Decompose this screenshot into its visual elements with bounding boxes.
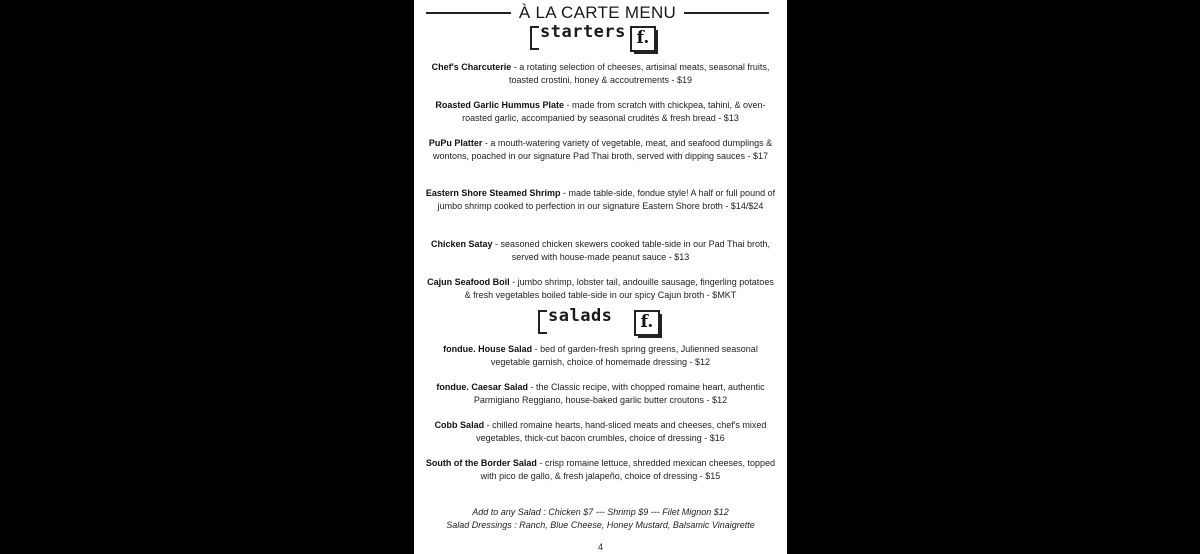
menu-item [424, 137, 777, 162]
menu-item [424, 381, 777, 406]
heading-bracket [530, 26, 539, 50]
menu-title: À LA CARTE MENU [518, 3, 677, 22]
item-name: fondue. House Salad [443, 344, 533, 354]
heading-bracket [538, 310, 547, 334]
salads-heading-text: salads [548, 306, 613, 326]
menu-page [414, 0, 787, 554]
salads-heading [538, 306, 678, 338]
item-name: fondue. Caesar Salad [436, 382, 528, 392]
item-description: - chilled romaine hearts, hand-sliced meats and cheeses, chef's mixed vegetables, thick-cut bacon crumbles, choice of dressing - $16 [476, 420, 767, 443]
item-name: Roasted Garlic Hummus Plate [435, 100, 564, 110]
title-rule-right [684, 12, 769, 14]
menu-item [424, 276, 777, 301]
menu-item [424, 343, 777, 368]
menu-item [424, 457, 777, 482]
item-name: South of the Border Salad [425, 458, 537, 468]
menu-item [424, 99, 777, 124]
item-description: - a rotating selection of cheeses, artisinal meats, seasonal fruits, toasted crostini, honey & accoutrements - $19 [508, 62, 770, 85]
item-description: - jumbo shrimp, lobster tail, andouille sausage, fingerling potatoes & fresh vegetables boiled table-side in our spicy Cajun broth - $MKT [464, 277, 774, 300]
item-description: - a mouth-watering variety of vegetable, meat, and seafood dumplings & wontons, poached in our signature Pad Thai broth, served with dipping sauces - $17 [432, 138, 773, 161]
item-description: - crisp romaine lettuce, shredded mexican cheeses, topped with pico de gallo, & fresh jalapeño, choice of dressing - $15 [480, 458, 776, 481]
item-description: - bed of garden-fresh spring greens, Julienned seasonal vegetable garnish, choice of homemade dressing - $12 [490, 344, 758, 367]
menu-title-row [426, 3, 769, 23]
item-description: - seasoned chicken skewers cooked table-side in our Pad Thai broth, served with house-made peanut sauce - $13 [492, 239, 771, 262]
starters-heading-text: starters [540, 22, 626, 42]
menu-item [424, 238, 777, 263]
item-name: PuPu Platter [428, 138, 483, 148]
menu-item [424, 61, 777, 86]
fondue-logo-icon: f. [630, 26, 656, 52]
item-description: - made table-side, fondue style! A half or full pound of jumbo shrimp cooked to perfection in our signature Eastern Shore broth - $14/$24 [437, 188, 776, 211]
fondue-logo-icon: f. [634, 310, 660, 336]
item-description: - the Classic recipe, with chopped romaine heart, authentic Parmigiano Reggiano, house-baked garlic butter croutons - $12 [473, 382, 765, 405]
item-name: Eastern Shore Steamed Shrimp [425, 188, 561, 198]
salad-addons [420, 506, 781, 532]
starters-heading [530, 22, 670, 54]
dressings-line: Salad Dressings : Ranch, Blue Cheese, Honey Mustard, Balsamic Vinaigrette [446, 520, 755, 530]
page-number: 4 [597, 542, 603, 552]
item-name: Chef's Charcuterie [431, 62, 512, 72]
addons-line: Add to any Salad : Chicken $7 --- Shrimp $9 --- Filet Mignon $12 [472, 507, 729, 517]
item-description: - made from scratch with chickpea, tahini, & oven-roasted garlic, accompanied by seasonal crudités & fresh bread - $13 [462, 100, 766, 123]
item-name: Cajun Seafood Boil [427, 277, 510, 287]
menu-item [424, 419, 777, 444]
item-name: Chicken Satay [430, 239, 493, 249]
item-name: Cobb Salad [434, 420, 485, 430]
title-rule-left [426, 12, 511, 14]
menu-item [424, 187, 777, 212]
